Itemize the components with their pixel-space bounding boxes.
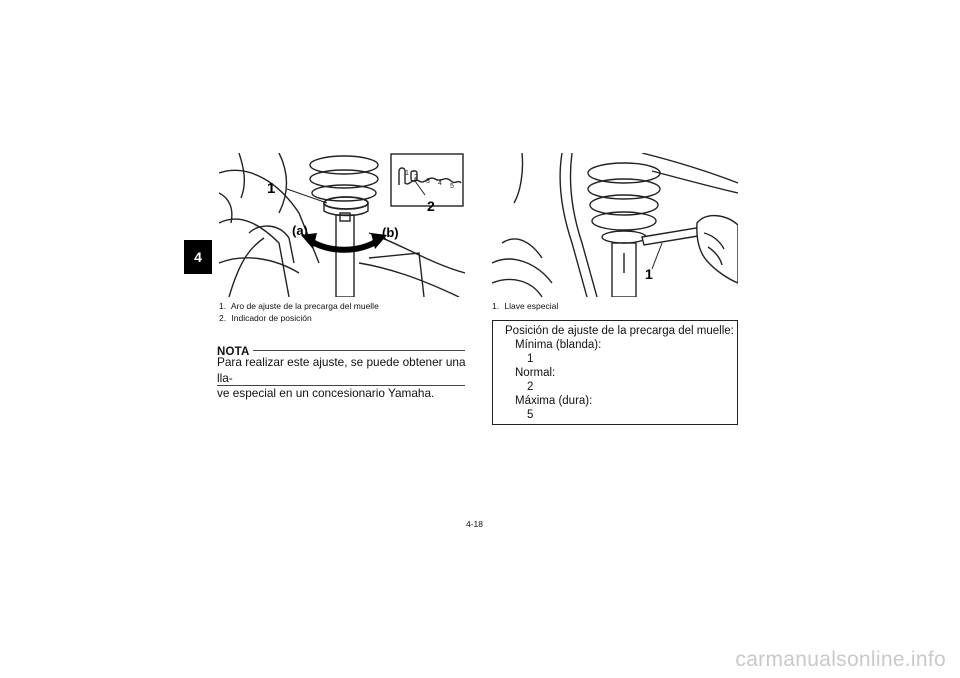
inset-scale-3: 3 (426, 178, 430, 185)
caption-item (492, 300, 558, 312)
spec-min-value: 1 (527, 353, 534, 365)
callout-1: 1 (645, 266, 653, 282)
nota-label: NOTA (217, 346, 250, 358)
right-caption-list (492, 300, 558, 312)
caption-text: Indicador de posición (231, 313, 312, 323)
watermark: carmanualsonline.info (735, 648, 946, 671)
spec-max-label: Máxima (dura): (515, 395, 593, 407)
preload-spec-box (492, 320, 738, 425)
caption-number: 1. (219, 301, 227, 311)
caption-number: 2. (219, 313, 227, 323)
spec-min-label: Mínima (blanda): (515, 339, 602, 351)
spec-normal-value: 2 (527, 381, 534, 393)
caption-item (219, 312, 379, 324)
special-wrench-illustration (492, 153, 738, 297)
nota-header (217, 342, 465, 356)
nota-end-rule (217, 385, 465, 386)
inset-scale-1: 1 (405, 170, 409, 177)
spec-max-value: 5 (527, 409, 534, 421)
caption-item (219, 300, 379, 312)
spec-title: Posición de ajuste de la precarga del muelle: (505, 325, 734, 337)
chapter-tab: 4 (184, 240, 212, 274)
callout-2: 2 (427, 198, 435, 214)
inset-scale-2: 2 (414, 174, 418, 181)
nota-body (217, 355, 469, 402)
shock-absorber-drawing (219, 153, 465, 297)
inset-scale-4: 4 (438, 180, 442, 187)
inset-scale-5: 5 (450, 183, 454, 190)
callout-a: (a) (292, 223, 308, 238)
wrench-drawing (492, 153, 738, 297)
page-number: 4-18 (466, 519, 484, 529)
caption-text: Llave especial (504, 301, 559, 311)
left-caption-list (219, 300, 379, 324)
nota-rule (253, 350, 465, 351)
spring-preload-illustration (219, 153, 465, 297)
caption-number: 1. (492, 301, 500, 311)
nota-line-2: ve especial en un concesionario Yamaha. (217, 386, 435, 400)
callout-1: 1 (267, 180, 276, 197)
callout-b: (b) (382, 225, 399, 240)
nota-line-1: Para realizar este ajuste, se puede obtener una lla- (217, 355, 466, 385)
spec-normal-label: Normal: (515, 367, 556, 379)
caption-text: Aro de ajuste de la precarga del muelle (230, 301, 379, 311)
